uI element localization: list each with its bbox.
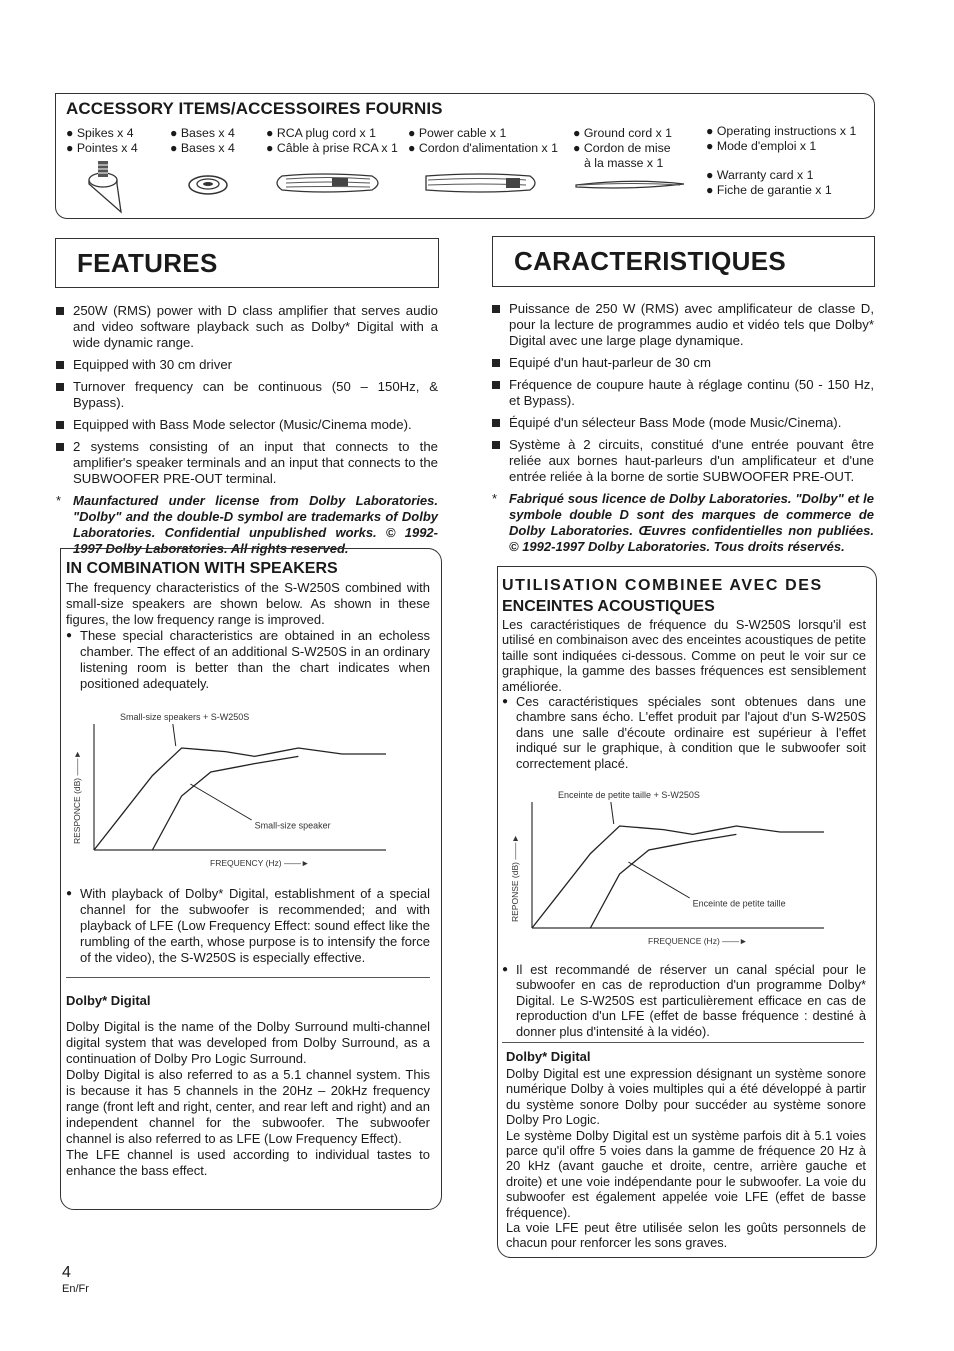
combination-bullet2-en: ● With playback of Dolby* Digital, establishment of a special channel for the subwoofer is recommended; and with playback of LFE (Low Frequency Effect: sound effect like the rumbling of the earth, whose purpose is to intensify the force of the video), the S-W250S is especially effective. — [66, 886, 430, 966]
feature-item: Puissance de 250 W (RMS) avec amplificateur de classe D, pour la lecture de programmes audio et vidéo tels que Dolby* Digital avec une large plage dynamique. — [492, 301, 874, 349]
caracteristiques-title: CARACTERISTIQUES — [514, 246, 787, 276]
feature-item: Equipped with Bass Mode selector (Music/Cinema mode). — [56, 417, 438, 433]
combination-title-fr-1: UTILISATION COMBINEE AVEC DES — [502, 577, 823, 594]
divider — [66, 977, 430, 978]
dolby-text-en: Dolby Digital is the name of the Dolby Surround multi-channel digital system that was developed from Dolby Surround, as a continuation of Dolby Pro Logic Surround. Dolby Digital is also referred to as a 5.1 channel system. This is because it has 5 channels in the 20Hz – 20kHz frequency range (front left and right, center, and rear left and right) and an independent channel for the subwoofer. The subwoofer channel is also referred to as LFE (Low Frequency Effect). The LFE channel is used according to individual tastes to enhance the bass effect. — [66, 1019, 430, 1178]
label-pointer — [611, 802, 614, 824]
feature-item: Équipé d'un sélecteur Bass Mode (mode Music/Cinema). — [492, 415, 874, 431]
spike-icon — [85, 158, 135, 214]
combination-title-en: IN COMBINATION WITH SPEAKERS — [66, 560, 338, 577]
feature-item: 2 systems consisting of an input that connects to the amplifier's speaker terminals and an input that connects to the SUBWOOFER PRE-OUT terminal. — [56, 439, 438, 487]
rca-cord-icon — [272, 170, 386, 196]
feature-item: Système à 2 circuits, constitué d'une entrée pouvant être reliée aux bornes haut-parleurs d'un amplificateur et d'une entrée reliée à la borne de sortie SUBWOOFER PRE-OUT. — [492, 437, 874, 485]
series-label-speaker: Enceinte de petite taille — [692, 898, 786, 909]
features-title: FEATURES — [77, 248, 218, 278]
series-label-speaker: Small-size speaker — [254, 820, 331, 831]
label-pointer — [190, 784, 251, 820]
combination-title-fr-2: ENCEINTES ACOUSTIQUES — [502, 598, 715, 615]
series-line-2 — [590, 834, 736, 928]
feature-item: Fréquence de coupure haute à réglage continu (50 - 150 Hz, et Bypass). — [492, 377, 874, 409]
feature-item: Equipé d'un haut-parleur de 30 cm — [492, 355, 874, 371]
features-list-en — [56, 303, 438, 557]
dolby-text-fr: Dolby Digital est une expression désignant un système sonore numérique Dolby à voies multiples qui a été développé à partir du système sonore Dolby pour succéder au système sonore Dolby Pro Logic. Le système Dolby Digital est un système parfois dit à 5.1 voies parce qu'il offre 5 voies dans la gamme de fréquence 20 Hz à 20 kHz (avant gauche et droite, centre, arrière gauche et droite) et une voie indépendante pour le subwoofer. La voie du subwoofer est également appelée voie LFE (effet de basse fréquence). La voie LFE peut être utilisée selon les goûts personnels de chacun pour renforcer les sons graves. — [506, 1066, 866, 1251]
acc-rca: ● RCA plug cord x 1 ● Câble à prise RCA x 1 — [266, 126, 398, 155]
feature-item: Equipped with 30 cm driver — [56, 357, 438, 373]
y-axis-label: RESPONCE (dB) ——► — [72, 750, 82, 844]
series-line-2 — [152, 756, 298, 850]
feature-item: 250W (RMS) power with D class amplifier that serves audio and video software playback such as Dolby* Digital with a wide dynamic range. — [56, 303, 438, 351]
page-language: En/Fr — [62, 1283, 89, 1295]
x-axis-label: FREQUENCY (Hz) ——► — [210, 858, 310, 868]
combination-bullet2-fr: ● Il est recommandé de réserver un canal spécial pour le subwoofer en cas de reproduction d'un programme Dolby* Digital. Le S-W250S est particulièrement efficace en cas de reproduction d'un LFE (effet de basse fréquence : destiné à donner plus d'intensité à la vidéo). — [502, 962, 866, 1039]
acc-bases: ● Bases x 4 ● Bases x 4 — [170, 126, 235, 155]
ground-cord-icon — [572, 176, 690, 194]
frequency-chart-fr — [506, 784, 846, 954]
base-icon — [186, 172, 230, 198]
y-axis-label: REPONSE (dB) ——► — [510, 834, 520, 922]
divider — [502, 1042, 864, 1043]
label-pointer — [173, 724, 176, 746]
series-line-1 — [532, 826, 824, 928]
combination-text-en: The frequency characteristics of the S-W250S combined with small-size speakers are shown below. As shown in these figures, the low frequency range is improved. ● These special characteristics are obtained in an echoless chamber. The effect of an additional S-W250S in an ordinary listening room is better than the chart indicates when positioned adequately. — [66, 580, 430, 692]
dolby-heading-en: Dolby* Digital — [66, 993, 151, 1008]
acc-power: ● Power cable x 1 ● Cordon d'alimentation x 1 — [408, 126, 558, 155]
acc-docs: ● Operating instructions x 1 ● Mode d'emploi x 1 ● Warranty card x 1 ● Fiche de garantie x 1 — [706, 124, 857, 197]
acc-spikes: ● Spikes x 4 ● Pointes x 4 — [66, 126, 138, 155]
features-list-fr — [492, 301, 874, 555]
dolby-heading-fr: Dolby* Digital — [506, 1049, 591, 1064]
x-axis-label: FREQUENCE (Hz) ——► — [648, 936, 748, 946]
page-number: 4 — [62, 1264, 71, 1281]
combination-text-fr: Les caractéristiques de fréquence du S-W250S lorsqu'il est utilisé en combinaison avec des enceintes acoustiques de petite taille sont indiquées ci-dessous. Comme on peut le voir sur ce graphique, la gamme des basses fréquences est sensiblement améliorée. ● Ces caractéristiques spéciales sont obtenues dans une chambre sans écho. L'effet produit par l'ajout d'un S-W250S dans une salle d'écoute ordinaire est supérieur à l'effet indiqué sur le graphique, à condition que le subwoofer soit correctement placé. — [502, 617, 866, 771]
series-label-combined: Small-size speakers + S-W250S — [120, 712, 250, 722]
power-cable-icon — [422, 170, 542, 198]
feature-note: * Maunfactured under license from Dolby Laboratories. "Dolby" and the double-D symbol are trademarks of Dolby Laboratories. Confidential unpublished works. © 1992-1997 Dolby Laboratories. All rights reserved. — [56, 493, 438, 556]
feature-note: * Fabriqué sous licence de Dolby Laboratories. "Dolby" et le symbole double D sont des marques de commerce de Dolby Laboratories. Œuvres confidentielles non publiées. © 1992-1997 Dolby Laboratories. Tous droits réservés. — [492, 491, 874, 554]
accessory-title: ACCESSORY ITEMS/ACCESSOIRES FOURNIS — [66, 99, 443, 118]
frequency-chart-en — [68, 706, 408, 876]
series-label-combined: Enceinte de petite taille + S-W250S — [558, 790, 700, 800]
feature-item: Turnover frequency can be continuous (50 – 150Hz, & Bypass). — [56, 379, 438, 411]
label-pointer — [628, 862, 689, 898]
series-line-1 — [94, 748, 386, 850]
acc-ground: ● Ground cord x 1 ● Cordon de mise à la masse x 1 — [573, 126, 673, 170]
